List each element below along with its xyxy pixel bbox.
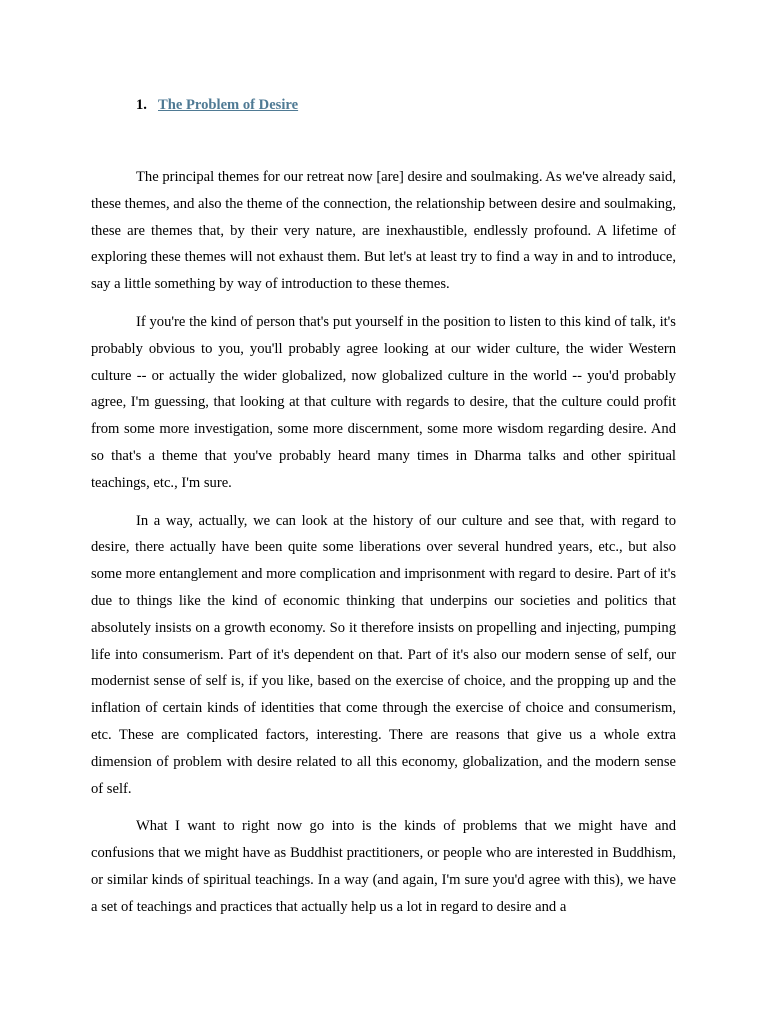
- paragraph-1: The principal themes for our retreat now [are] desire and soulmaking. As we've already said, these themes, and also the theme of the connection, the relationship between desire and soulmaking, these are themes that, by their very nature, are inexhaustible, endlessly profound. A lifetime of exploring these themes will not exhaust them. But let's at least try to find a way in and to introduce, say a little something by way of introduction to these themes.: [91, 169, 676, 293]
- section-heading: [136, 95, 298, 115]
- section-title-link[interactable]: The Problem of Desire: [158, 97, 299, 113]
- body-text: [91, 164, 676, 932]
- paragraph-3: In a way, actually, we can look at the history of our culture and see that, with regard to desire, there actually have been quite some liberations over several hundred years, etc., but also some more entanglement and more complication and imprisonment with regard to desire. Part of it's due to things like the kind of economic thinking that underpins our societies and politics that absolutely insists on a growth economy. So it therefore insists on propelling and injecting, pumping life into consumerism. Part of it's dependent on that. Part of it's also our modern sense of self, our modernist sense of self is, if you like, based on the exercise of choice, and the propping up and the inflation of certain kinds of identities that come through the exercise of choice and consumerism, etc. These are complicated factors, interesting. There are reasons that give us a whole extra dimension of problem with desire related to all this economy, globalization, and the modern sense of self.: [91, 512, 677, 797]
- section-number: 1.: [136, 97, 147, 113]
- paragraph-2: If you're the kind of person that's put yourself in the position to listen to this kind of talk, it's probably obvious to you, you'll probably agree looking at our wider culture, the wider Western culture -- or actually the wider globalized, now globalized culture in the world -- you'd probably agree, I'm guessing, that looking at that culture with regards to desire, that the culture could profit from some more investigation, some more discernment, some more wisdom regarding desire. And so that's a theme that you've probably heard many times in Dharma talks and other spiritual teachings, etc., I'm sure.: [91, 313, 676, 491]
- paragraph-4: What I want to right now go into is the kinds of problems that we might have and confusions that we might have as Buddhist practitioners, or people who are interested in Buddhism, or similar kinds of spiritual teachings. In a way (and again, I'm sure you'd agree with this), we have a set of teachings and practices that actually help us a lot in regard to desire and a: [91, 818, 676, 915]
